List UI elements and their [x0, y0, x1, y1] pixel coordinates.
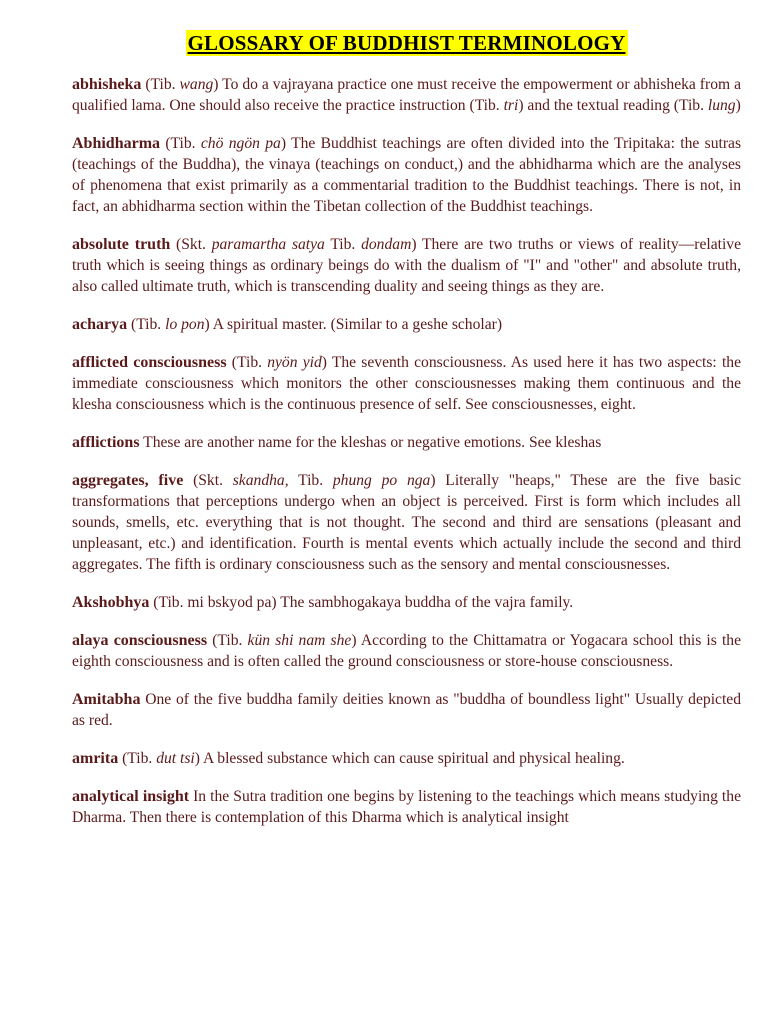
- definition-text: In the Sutra tradition one begins by listening to the teachings which means studying the Dharma. Then there is contemplation of this Dharma which is analytical insight: [72, 788, 741, 826]
- definition-text: (Skt.: [183, 472, 233, 489]
- glossary-term: afflicted consciousness: [72, 354, 227, 371]
- glossary-entry: [72, 314, 741, 335]
- definition-text: ) The Buddhist teachings are often divided into the Tripitaka: the sutras (teachings of the Buddha), the vinaya (teachings on conduct,) and the abhidharma which are the analyses of phenomena that exist primarily as a commentarial tradition to the Buddhist teachings. There is not, in fact, an abhidharma section within the Tibetan collection of the Buddhist teachings.: [72, 135, 742, 215]
- glossary-term: Akshobhya: [72, 594, 150, 611]
- definition-text: (Tib. mi bskyod pa) The sambhogakaya buddha of the vajra family.: [149, 594, 574, 611]
- tibetan-term: chö ngön pa: [200, 135, 281, 152]
- glossary-term: aggregates, five: [72, 472, 184, 489]
- glossary-entry: [72, 689, 741, 731]
- glossary-entry: [72, 432, 741, 453]
- definition-text: One of the five buddha family deities known as "buddha of boundless light" Usually depicted as red.: [72, 691, 741, 729]
- definition-text: ) A blessed substance which can cause spiritual and physical healing.: [194, 750, 625, 767]
- definition-text: Tib.: [324, 236, 362, 253]
- glossary-entry: [72, 234, 741, 297]
- glossary-term: Amitabha: [72, 691, 141, 708]
- glossary-list: [72, 74, 741, 828]
- tibetan-term: nyön yid: [267, 354, 322, 371]
- glossary-entry: [72, 133, 741, 217]
- glossary-term: Abhidharma: [72, 135, 161, 152]
- tibetan-term: paramartha satya: [211, 236, 325, 253]
- definition-text: ) and the textual reading (Tib.: [518, 97, 708, 114]
- glossary-term: absolute truth: [72, 236, 171, 253]
- definition-text: (Tib.: [160, 135, 201, 152]
- definition-text: (Tib.: [141, 76, 180, 93]
- tibetan-term: lung: [707, 97, 736, 114]
- document-page: [72, 30, 741, 845]
- glossary-term: abhisheka: [72, 76, 142, 93]
- definition-text: ): [735, 97, 741, 114]
- tibetan-term: tri: [503, 97, 519, 114]
- definition-text: ) Literally "heaps," These are the five basic transformations that perceptions undergo when an object is perceived. First is form which includes all sounds, smells, etc. everything that is not thought. The second and third are sensations (pleasant and unpleasant, etc.) and identification. Fourth is mental events which actually include the second and third aggregates. The fifth is ordinary consciousness such as the sensory and mental consciousnesses.: [72, 472, 742, 573]
- definition-text: (Skt.: [170, 236, 212, 253]
- tibetan-term: lo pon: [165, 316, 205, 333]
- definition-text: ) A spiritual master. (Similar to a geshe scholar): [204, 316, 503, 333]
- definition-text: , Tib.: [284, 472, 333, 489]
- glossary-entry: [72, 352, 741, 415]
- glossary-entry: [72, 74, 741, 116]
- definition-text: (Tib.: [226, 354, 268, 371]
- definition-text: These are another name for the kleshas or negative emotions. See kleshas: [139, 434, 602, 451]
- glossary-term: acharya: [72, 316, 128, 333]
- definition-text: ) There are two truths or views of reality—relative truth which is seeing things as ordinary beings do with the dualism of "I" and "other" and absolute truth, also called ultimate truth, which is transcending duality and seeing things as they are.: [72, 236, 742, 295]
- glossary-entry: [72, 470, 741, 575]
- tibetan-term: dondam: [361, 236, 412, 253]
- glossary-term: analytical insight: [72, 788, 190, 805]
- title-wrap: [72, 30, 741, 56]
- tibetan-term: dut tsi: [156, 750, 195, 767]
- tibetan-term: skandha: [232, 472, 285, 489]
- glossary-entry: [72, 592, 741, 613]
- glossary-entry: [72, 786, 741, 828]
- definition-text: (Tib.: [127, 316, 166, 333]
- definition-text: (Tib.: [118, 750, 157, 767]
- glossary-term: afflictions: [72, 434, 140, 451]
- glossary-entry: [72, 748, 741, 769]
- page-title: GLOSSARY OF BUDDHIST TERMINOLOGY: [187, 31, 626, 55]
- definition-text: ) The seventh consciousness. As used here it has two aspects: the immediate consciousness which monitors the other consciousnesses making them continuous and the klesha consciousness which is the continuous presence of self. See consciousnesses, eight.: [72, 354, 742, 413]
- glossary-term: alaya consciousness: [72, 632, 208, 649]
- tibetan-term: kün shi nam she: [247, 632, 352, 649]
- tibetan-term: wang: [179, 76, 214, 93]
- definition-text: ) According to the Chittamatra or Yogacara school this is the eighth consciousness and is often called the ground consciousness or store-house consciousness.: [72, 632, 742, 670]
- glossary-term: amrita: [72, 750, 119, 767]
- tibetan-term: phung po nga: [332, 472, 431, 489]
- definition-text: ) To do a vajrayana practice one must receive the empowerment or abhisheka from a qualified lama. One should also receive the practice instruction (Tib.: [72, 76, 741, 114]
- definition-text: (Tib.: [207, 632, 248, 649]
- glossary-entry: [72, 630, 741, 672]
